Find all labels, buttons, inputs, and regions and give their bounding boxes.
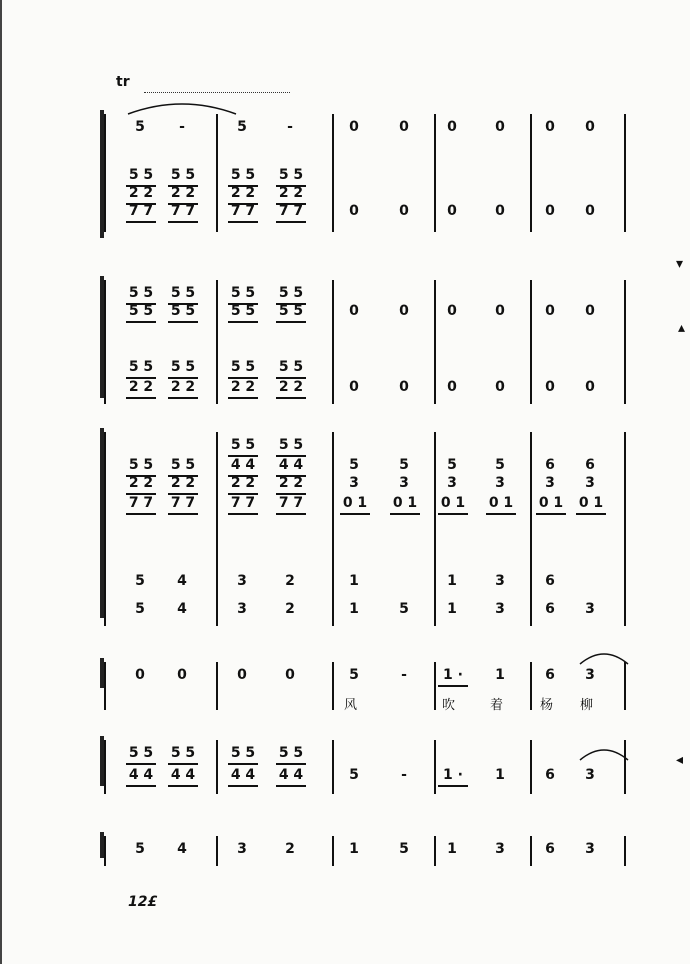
note-cell: 4 4 [230, 457, 256, 473]
note-cell: 1 [349, 601, 359, 617]
note-cell: 5 5 [170, 167, 196, 183]
note-cell: 0 [399, 379, 409, 395]
note-cell: 0 [349, 379, 359, 395]
note-cell: 5 [349, 767, 359, 783]
notation-row [0, 202, 690, 224]
note-cell: 3 [585, 475, 595, 491]
note-cell: 3 [495, 841, 505, 857]
note-cell: 3 [237, 601, 247, 617]
beam-underline [390, 513, 420, 515]
note-cell: 4 [177, 573, 187, 589]
note-cell: 0 [545, 379, 555, 395]
beam-underline [486, 513, 516, 515]
note-cell: 5 [135, 841, 145, 857]
note-cell: 5 5 [170, 359, 196, 375]
page-number: 12£ [128, 894, 158, 910]
note-cell: 0 [349, 303, 359, 319]
beam-underline [168, 785, 198, 787]
note-cell: 5 5 [128, 167, 154, 183]
note-cell: 2 2 [170, 379, 196, 395]
note-cell: 1 [495, 667, 505, 683]
system-3 [0, 436, 690, 622]
note-cell: 0 [545, 303, 555, 319]
note-cell: 3 [349, 475, 359, 491]
note-cell: 1 [349, 841, 359, 857]
note-cell: 5 [349, 667, 359, 683]
beam-underline [438, 513, 468, 515]
note-cell: 7 7 [170, 203, 196, 219]
note-cell: 1 [447, 573, 457, 589]
trill-mark: tr [116, 74, 130, 90]
beam-underline [168, 321, 198, 323]
note-cell: 4 4 [278, 767, 304, 783]
note-cell: 0 [399, 303, 409, 319]
beam-underline [168, 513, 198, 515]
note-cell: 4 4 [128, 767, 154, 783]
note-cell: 5 [135, 573, 145, 589]
beam-underline [228, 513, 258, 515]
beam-underline [168, 763, 198, 765]
notation-row [0, 474, 690, 496]
note-cell: 0 [585, 303, 595, 319]
note-cell: 1 [349, 573, 359, 589]
note-cell: 3 [237, 573, 247, 589]
beam-underline [276, 763, 306, 765]
note-cell: 0 [585, 379, 595, 395]
note-cell: 0 1 [488, 495, 514, 511]
note-cell: 7 7 [170, 495, 196, 511]
note-cell: 2 [285, 841, 295, 857]
notation-row [0, 302, 690, 324]
lyric-syllable: 杨 [540, 698, 554, 713]
note-cell: 5 5 [230, 167, 256, 183]
note-cell: 5 [349, 457, 359, 473]
note-cell: 3 [237, 841, 247, 857]
system-1 [0, 118, 690, 228]
note-cell: 0 [349, 203, 359, 219]
note-cell: 0 1 [440, 495, 466, 511]
note-cell: 0 [447, 203, 457, 219]
beam-underline [276, 221, 306, 223]
beam-underline [126, 513, 156, 515]
note-cell: 5 5 [128, 303, 154, 319]
note-cell: 5 [237, 119, 247, 135]
note-cell: 1 [447, 841, 457, 857]
beam-underline [438, 785, 468, 787]
note-cell: 0 [585, 119, 595, 135]
note-cell: 7 7 [278, 495, 304, 511]
note-cell: 5 5 [278, 359, 304, 375]
beam-underline [228, 321, 258, 323]
notation-row [0, 766, 690, 788]
beam-underline [228, 785, 258, 787]
beam-underline [576, 513, 606, 515]
note-cell: 5 [399, 457, 409, 473]
note-cell: 2 2 [230, 379, 256, 395]
note-cell: 5 5 [170, 303, 196, 319]
note-cell: 0 [447, 379, 457, 395]
note-cell: 1 [447, 601, 457, 617]
note-cell: 3 [495, 601, 505, 617]
note-cell: 0 [495, 119, 505, 135]
lyric-syllable: 着 [490, 698, 504, 713]
notation-row [0, 840, 690, 862]
note-cell: 5 [399, 841, 409, 857]
note-cell: 0 [237, 667, 247, 683]
notation-row [0, 358, 690, 380]
system-2 [0, 284, 690, 400]
note-cell: 0 [447, 119, 457, 135]
beam-underline [536, 513, 566, 515]
note-cell: 2 2 [230, 475, 256, 491]
note-cell: 2 2 [128, 379, 154, 395]
note-cell: 4 4 [170, 767, 196, 783]
notation-row [0, 378, 690, 400]
beam-underline [276, 513, 306, 515]
note-cell: 2 2 [128, 475, 154, 491]
beam-underline [126, 321, 156, 323]
note-cell: 1 [495, 767, 505, 783]
note-cell: 5 5 [128, 745, 154, 761]
beam-underline [126, 785, 156, 787]
beam-underline [228, 221, 258, 223]
lyric-syllable: 风 [344, 698, 358, 713]
notation-row [0, 436, 690, 458]
note-cell: 5 5 [170, 745, 196, 761]
notation-row [0, 572, 690, 594]
note-cell: 3 [585, 841, 595, 857]
note-cell: 4 [177, 841, 187, 857]
note-cell: 6 [545, 601, 555, 617]
note-cell: 0 [545, 203, 555, 219]
note-cell: 4 4 [230, 767, 256, 783]
beam-underline [228, 763, 258, 765]
beam-underline [168, 221, 198, 223]
note-cell: 5 5 [278, 285, 304, 301]
note-cell: 6 [545, 667, 555, 683]
note-cell: 5 5 [230, 437, 256, 453]
notation-row [0, 494, 690, 516]
note-cell: 3 [585, 767, 595, 783]
beam-underline [438, 685, 468, 687]
note-cell: 5 [447, 457, 457, 473]
note-cell: 0 [399, 119, 409, 135]
beam-underline [126, 397, 156, 399]
beam-underline [276, 785, 306, 787]
note-cell: 2 2 [170, 185, 196, 201]
note-cell: 5 [135, 601, 145, 617]
note-cell: 6 [585, 457, 595, 473]
note-cell: 0 1 [538, 495, 564, 511]
note-cell: 5 5 [230, 285, 256, 301]
note-cell: 7 7 [128, 203, 154, 219]
note-cell: 0 [495, 303, 505, 319]
note-cell: 5 5 [170, 285, 196, 301]
beam-underline [168, 397, 198, 399]
note-cell: 5 5 [128, 457, 154, 473]
tie-slur [126, 100, 238, 116]
note-cell: 3 [545, 475, 555, 491]
note-cell: 0 [177, 667, 187, 683]
note-cell: 0 [495, 203, 505, 219]
note-cell: 5 5 [128, 285, 154, 301]
note-cell: 0 [447, 303, 457, 319]
note-cell: 5 5 [278, 437, 304, 453]
notation-row [0, 600, 690, 622]
note-cell: 2 2 [278, 379, 304, 395]
note-cell: 5 [495, 457, 505, 473]
margin-mark: ◂ [676, 752, 684, 768]
note-cell: 0 1 [342, 495, 368, 511]
beam-underline [276, 397, 306, 399]
trill-wavy-line [144, 86, 290, 93]
note-cell: 3 [447, 475, 457, 491]
note-cell: 5 5 [278, 745, 304, 761]
note-cell: 5 5 [230, 745, 256, 761]
note-cell: 7 7 [128, 495, 154, 511]
note-cell: 2 2 [170, 475, 196, 491]
note-cell: 6 [545, 573, 555, 589]
note-cell: 1 · [443, 767, 463, 783]
note-cell: 5 5 [170, 457, 196, 473]
note-cell: 0 [135, 667, 145, 683]
note-cell: 5 5 [278, 303, 304, 319]
note-cell: 5 5 [230, 303, 256, 319]
beam-underline [228, 397, 258, 399]
note-cell: 3 [585, 667, 595, 683]
lyric-syllable: 柳 [580, 698, 594, 713]
note-cell: 0 [585, 203, 595, 219]
note-cell: - [401, 767, 407, 783]
note-cell: 3 [495, 475, 505, 491]
lyric-syllable: 吹 [442, 698, 456, 713]
note-cell: 0 [545, 119, 555, 135]
note-cell: - [179, 119, 185, 135]
note-cell: 1 · [443, 667, 463, 683]
note-cell: 5 [399, 601, 409, 617]
beam-underline [126, 221, 156, 223]
note-cell: 7 7 [278, 203, 304, 219]
note-cell: 6 [545, 767, 555, 783]
notation-row [0, 666, 690, 688]
note-cell: 0 1 [578, 495, 604, 511]
system-6 [0, 840, 690, 862]
system-4 [0, 666, 690, 713]
note-cell: 3 [585, 601, 595, 617]
note-cell: 6 [545, 841, 555, 857]
note-cell: 0 [285, 667, 295, 683]
beam-underline [340, 513, 370, 515]
note-cell: 0 [399, 203, 409, 219]
note-cell: 4 4 [278, 457, 304, 473]
note-cell: 5 5 [278, 167, 304, 183]
note-cell: 2 [285, 601, 295, 617]
note-cell: 2 [285, 573, 295, 589]
note-cell: 7 7 [230, 203, 256, 219]
note-cell: 5 5 [128, 359, 154, 375]
note-cell: 0 [349, 119, 359, 135]
notation-row [0, 118, 690, 140]
note-cell: 3 [495, 573, 505, 589]
note-cell: 0 [495, 379, 505, 395]
note-cell: 2 2 [278, 475, 304, 491]
note-cell: 2 2 [278, 185, 304, 201]
tie-slur [578, 746, 630, 762]
margin-mark: ▾ [676, 256, 684, 272]
beam-underline [126, 763, 156, 765]
tie-slur [578, 650, 630, 666]
note-cell: 2 2 [230, 185, 256, 201]
note-cell: 3 [399, 475, 409, 491]
note-cell: 4 [177, 601, 187, 617]
margin-mark: ▴ [678, 320, 686, 336]
note-cell: - [287, 119, 293, 135]
note-cell: - [401, 667, 407, 683]
beam-underline [276, 321, 306, 323]
note-cell: 5 [135, 119, 145, 135]
note-cell: 5 5 [230, 359, 256, 375]
note-cell: 6 [545, 457, 555, 473]
note-cell: 7 7 [230, 495, 256, 511]
note-cell: 2 2 [128, 185, 154, 201]
note-cell: 0 1 [392, 495, 418, 511]
